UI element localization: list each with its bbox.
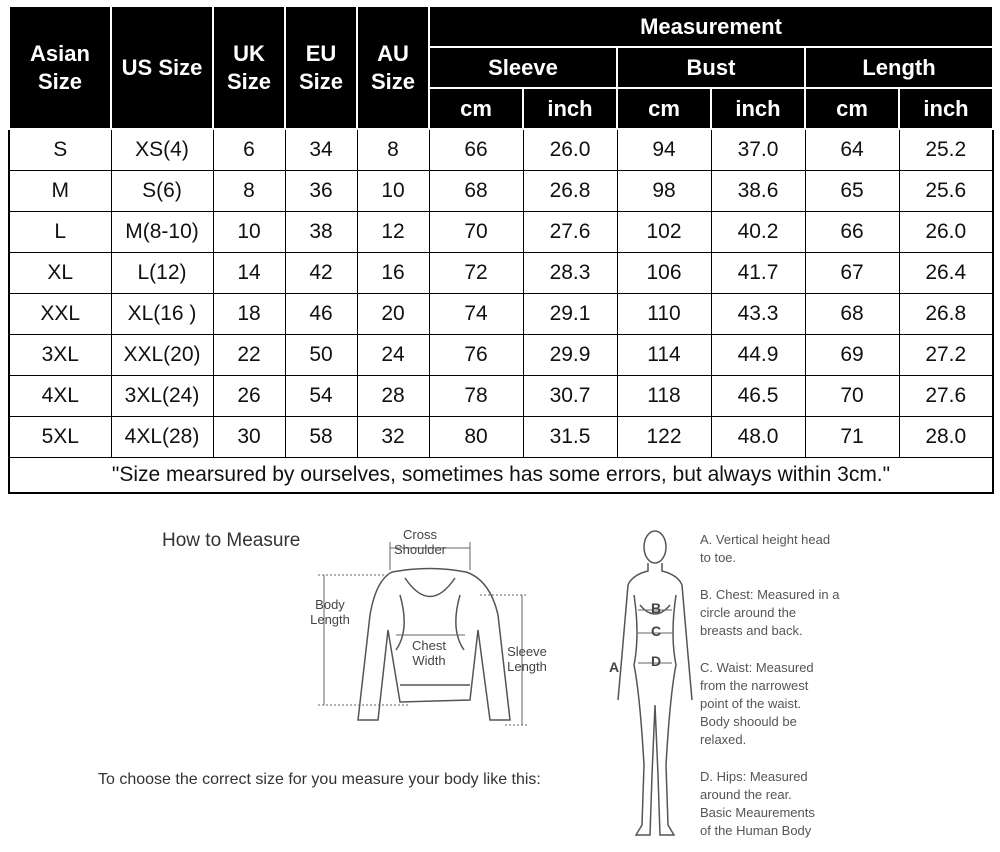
table-cell-eu: 46 [285,294,357,335]
table-cell-au: 12 [357,212,429,253]
table-cell-sleeve-cm: 74 [429,294,523,335]
table-cell-uk: 22 [213,335,285,376]
body-length-label: Body Length [310,597,350,627]
table-cell-asian: 3XL [9,335,111,376]
marker-c: C [651,623,662,639]
header-sleeve-cm: cm [429,88,523,129]
table-cell-au: 20 [357,294,429,335]
table-row [9,212,993,253]
table-row [9,294,993,335]
header-bust-cm: cm [617,88,711,129]
instruction-text: To choose the correct size for you measure your body like this: [98,771,541,788]
table-cell-au: 16 [357,253,429,294]
size-chart-table [8,5,994,494]
header-asian-size: Asian Size [9,6,111,129]
table-cell-uk: 26 [213,376,285,417]
header-length-inch: inch [899,88,993,129]
table-cell-bust-in: 41.7 [711,253,805,294]
header-au-size: AU Size [357,6,429,129]
table-cell-us: XXL(20) [111,335,213,376]
marker-b: B [651,600,662,616]
table-cell-bust-in: 37.0 [711,129,805,171]
table-cell-asian: XXL [9,294,111,335]
table-cell-sleeve-in: 28.3 [523,253,617,294]
table-cell-uk: 6 [213,129,285,171]
table-cell-uk: 14 [213,253,285,294]
table-cell-bust-in: 46.5 [711,376,805,417]
shirt-collar [405,578,455,597]
header-eu-size: EU Size [285,6,357,129]
table-row [9,335,993,376]
table-cell-len-cm: 64 [805,129,899,171]
table-cell-asian: L [9,212,111,253]
table-cell-len-in: 26.0 [899,212,993,253]
table-cell-len-in: 27.6 [899,376,993,417]
table-cell-sleeve-in: 29.9 [523,335,617,376]
table-row [9,129,993,171]
table-cell-bust-in: 43.3 [711,294,805,335]
table-cell-sleeve-in: 30.7 [523,376,617,417]
table-cell-bust-cm: 102 [617,212,711,253]
header-sleeve: Sleeve [429,47,617,88]
table-cell-len-in: 28.0 [899,417,993,458]
table-cell-len-cm: 67 [805,253,899,294]
legend-d: D. Hips: Measured around the rear. Basic Meaurements of the Human Body [700,769,815,838]
table-cell-len-cm: 69 [805,335,899,376]
table-cell-bust-cm: 110 [617,294,711,335]
marker-a: A [609,659,620,675]
table-cell-len-in: 26.4 [899,253,993,294]
table-cell-us: S(6) [111,171,213,212]
table-cell-bust-cm: 118 [617,376,711,417]
table-cell-len-cm: 68 [805,294,899,335]
chest-width-label: Chest Width [412,638,446,668]
header-bust: Bust [617,47,805,88]
table-cell-us: M(8-10) [111,212,213,253]
table-cell-sleeve-in: 26.0 [523,129,617,171]
table-cell-sleeve-cm: 76 [429,335,523,376]
table-cell-bust-cm: 94 [617,129,711,171]
table-cell-eu: 54 [285,376,357,417]
table-cell-sleeve-cm: 68 [429,171,523,212]
table-cell-us: 3XL(24) [111,376,213,417]
table-cell-sleeve-in: 31.5 [523,417,617,458]
table-cell-asian: S [9,129,111,171]
table-cell-len-in: 27.2 [899,335,993,376]
table-cell-eu: 38 [285,212,357,253]
table-cell-uk: 10 [213,212,285,253]
table-cell-au: 32 [357,417,429,458]
table-row [9,253,993,294]
legend-b: B. Chest: Measured in a circle around the breasts and back. [700,587,840,638]
header-bust-inch: inch [711,88,805,129]
sleeve-length-label: Sleeve Length [507,644,547,674]
table-cell-eu: 42 [285,253,357,294]
table-cell-sleeve-cm: 66 [429,129,523,171]
table-cell-eu: 36 [285,171,357,212]
table-cell-eu: 34 [285,129,357,171]
table-cell-sleeve-cm: 80 [429,417,523,458]
table-cell-len-cm: 70 [805,376,899,417]
marker-d: D [651,653,662,669]
table-cell-us: L(12) [111,253,213,294]
cross-shoulder-label: Cross Shoulder [393,527,447,557]
table-cell-au: 8 [357,129,429,171]
table-cell-len-cm: 66 [805,212,899,253]
table-cell-len-cm: 65 [805,171,899,212]
table-cell-bust-cm: 122 [617,417,711,458]
how-to-measure-title: How to Measure [162,530,301,551]
table-cell-bust-in: 48.0 [711,417,805,458]
table-row [9,417,993,458]
table-cell-asian: M [9,171,111,212]
table-cell-sleeve-in: 27.6 [523,212,617,253]
table-cell-us: 4XL(28) [111,417,213,458]
measurement-note: "Size mearsured by ourselves, sometimes has some errors, but always within 3cm." [9,458,993,494]
header-length: Length [805,47,993,88]
table-row [9,376,993,417]
table-cell-bust-cm: 114 [617,335,711,376]
table-cell-uk: 8 [213,171,285,212]
table-cell-au: 28 [357,376,429,417]
table-cell-bust-cm: 106 [617,253,711,294]
header-sleeve-inch: inch [523,88,617,129]
table-cell-asian: XL [9,253,111,294]
header-us-size: US Size [111,6,213,129]
table-row [9,171,993,212]
table-cell-len-in: 25.2 [899,129,993,171]
header-uk-size: UK Size [213,6,285,129]
table-cell-bust-cm: 98 [617,171,711,212]
table-cell-sleeve-in: 29.1 [523,294,617,335]
table-cell-asian: 4XL [9,376,111,417]
table-cell-uk: 18 [213,294,285,335]
table-cell-sleeve-in: 26.8 [523,171,617,212]
table-cell-bust-in: 44.9 [711,335,805,376]
header-length-cm: cm [805,88,899,129]
table-cell-uk: 30 [213,417,285,458]
table-cell-eu: 58 [285,417,357,458]
table-cell-au: 24 [357,335,429,376]
body-figure-diagram [600,525,700,850]
table-cell-au: 10 [357,171,429,212]
legend-c: C. Waist: Measured from the narrowest point of the waist. Body shoould be relaxed. [700,660,814,747]
table-cell-us: XL(16 ) [111,294,213,335]
table-cell-len-cm: 71 [805,417,899,458]
legend-a: A. Vertical height head to toe. [700,532,831,565]
table-cell-sleeve-cm: 72 [429,253,523,294]
table-cell-us: XS(4) [111,129,213,171]
table-cell-len-in: 26.8 [899,294,993,335]
table-cell-eu: 50 [285,335,357,376]
table-cell-asian: 5XL [9,417,111,458]
body-head [644,531,666,563]
table-cell-sleeve-cm: 70 [429,212,523,253]
table-cell-bust-in: 40.2 [711,212,805,253]
header-measurement: Measurement [429,6,993,47]
size-table-body [9,129,993,458]
table-cell-bust-in: 38.6 [711,171,805,212]
table-cell-len-in: 25.6 [899,171,993,212]
table-cell-sleeve-cm: 78 [429,376,523,417]
